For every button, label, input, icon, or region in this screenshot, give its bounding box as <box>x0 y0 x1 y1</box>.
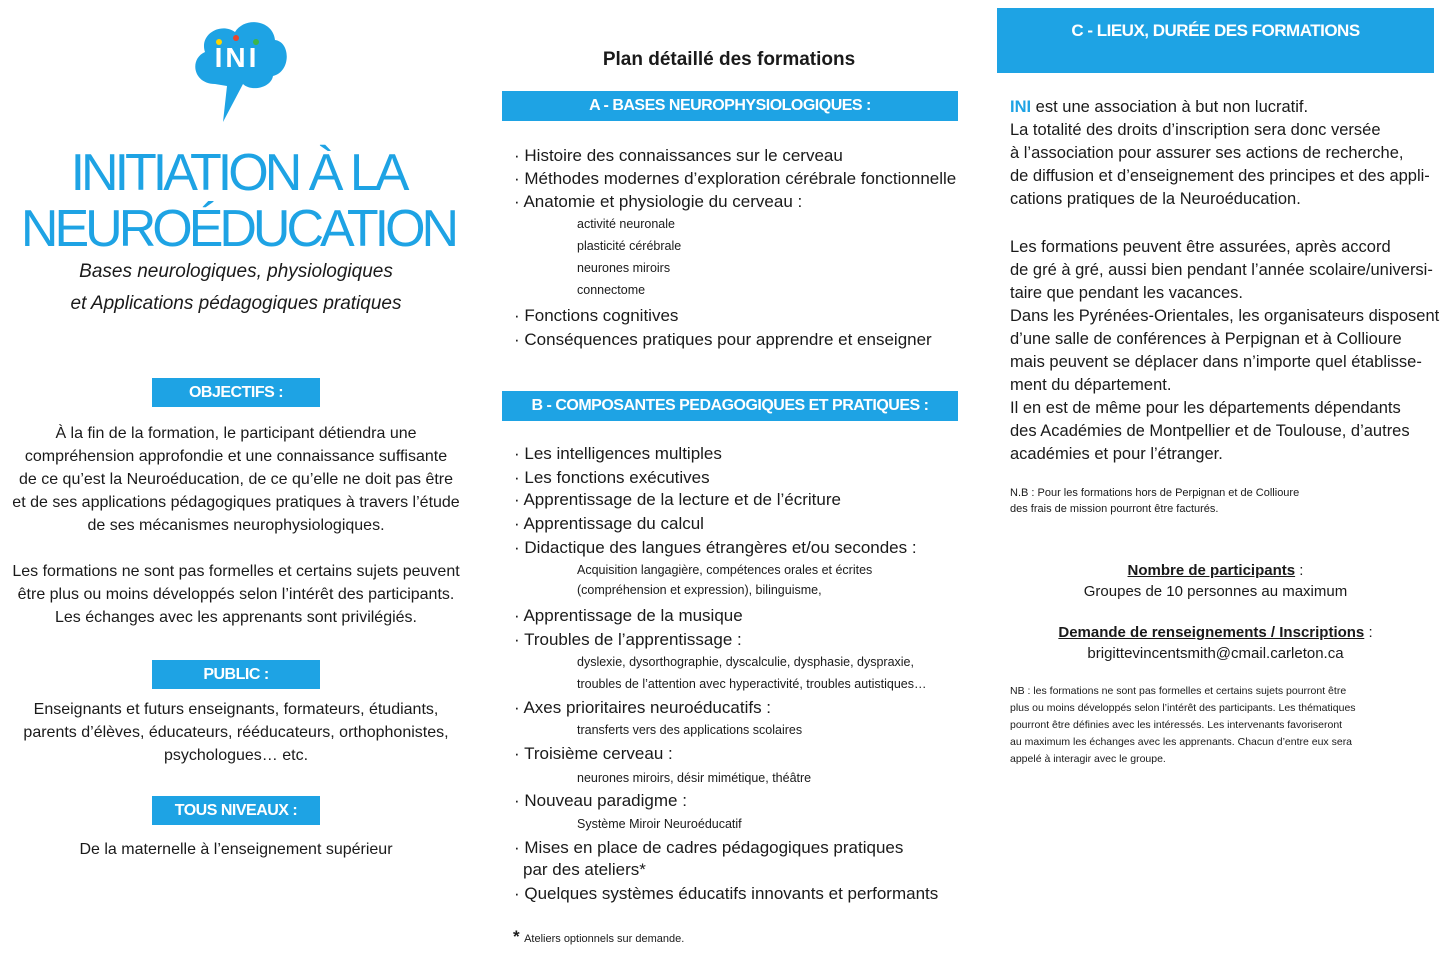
colon: : <box>1295 562 1304 579</box>
text-line <box>1010 96 1440 119</box>
text-line: des frais de mission pourront être facturés. <box>1010 503 1219 515</box>
text-line: et de ses applications pédagogiques pratiques à travers l’étude <box>12 494 460 511</box>
subtitle-line1: Bases neurologiques, physiologiques <box>79 261 393 282</box>
demande-heading <box>997 622 1434 643</box>
objectifs-label: OBJECTIFS : <box>152 378 320 407</box>
list-item: · Fonctions cognitives <box>514 306 679 325</box>
text-line: de diffusion et d’enseignement des principes et des appli- <box>1010 167 1430 185</box>
tous-niveaux-label: TOUS NIVEAUX : <box>152 796 320 825</box>
demande-block <box>997 622 1434 664</box>
text-line: La totalité des droits d’inscription sera donc versée <box>1010 121 1381 139</box>
list-item: · Troisième cerveau : <box>514 744 673 763</box>
list-item: · Conséquences pratiques pour apprendre et enseigner <box>514 330 932 349</box>
text-line: de gré à gré, aussi bien pendant l’année scolaire/universi- <box>1010 261 1433 279</box>
ini-logo <box>185 14 295 129</box>
sub-item: transferts vers des applications scolaires <box>577 723 803 737</box>
list-item: · Les fonctions exécutives <box>514 468 710 487</box>
text-line: académies et pour l’étranger. <box>1010 445 1223 463</box>
ini-word: INI <box>1010 98 1032 116</box>
text-line: taire que pendant les vacances. <box>1010 284 1243 302</box>
participants-block <box>997 560 1434 602</box>
list-item: · Nouveau paradigme : <box>514 791 687 810</box>
main-title-line2: NEUROÉDUCATION <box>20 200 456 258</box>
sub-item: neurones miroirs, désir mimétique, théâtre <box>577 771 812 785</box>
text-line: Il en est de même pour les départements dépendants <box>1010 399 1401 417</box>
section-b-label: B - COMPOSANTES PEDAGOGIQUES ET PRATIQUES : <box>502 391 958 421</box>
text-line: Les formations peuvent être assurées, après accord <box>1010 238 1391 256</box>
list-item: · Quelques systèmes éducatifs innovants et performants <box>514 884 939 903</box>
text-line: pourront être définies avec les intéressés. Les intervenants favoriseront <box>1010 719 1343 731</box>
footnote <box>513 927 684 947</box>
list-item: · Histoire des connaissances sur le cerveau <box>514 146 843 165</box>
sub-item: dyslexie, dysorthographie, dyscalculie, dysphasie, dyspraxie, <box>577 655 914 669</box>
section-a-label: A - BASES NEUROPHYSIOLOGIQUES : <box>502 91 958 121</box>
participants-label: Nombre de participants <box>1127 562 1296 579</box>
main-title-line1: INITIATION À LA <box>70 144 406 202</box>
sub-item: activité neuronale <box>577 217 675 231</box>
text-line: plus ou moins développés selon l’intérêt des participants. Les thématiques <box>1010 702 1356 714</box>
participants-heading <box>997 560 1434 581</box>
text-line: d’une salle de conférences à Perpignan et à Collioure <box>1010 330 1402 348</box>
text-line: être plus ou moins développés selon l’intérêt des participants. <box>17 586 455 603</box>
objectifs-paragraph-1 <box>0 422 472 537</box>
text-line: cations pratiques de la Neuroéducation. <box>1010 190 1301 208</box>
text-line: des Académies de Montpellier et de Toulouse, d’autres <box>1010 422 1410 440</box>
logo-text: INI <box>214 42 260 73</box>
text-line: Enseignants et futurs enseignants, formateurs, étudiants, <box>33 701 439 718</box>
footnote-star: * <box>513 927 520 946</box>
text-line: À la fin de la formation, le participant détiendra une <box>55 425 417 442</box>
text-line: au maximum les échanges avec les apprenants. Chacun d’entre eux sera <box>1010 736 1353 748</box>
text-fragment: est une association à but non lucratif. <box>1031 98 1309 116</box>
text-line: de ses mécanismes neurophysiologiques. <box>87 517 385 534</box>
text-line: psychologues… etc. <box>163 747 309 764</box>
demande-label: Demande de renseignements / Inscriptions <box>1058 624 1365 641</box>
objectifs-paragraph-2 <box>0 560 472 629</box>
subtitle-line2: et Applications pédagogiques pratiques <box>70 293 402 314</box>
list-item: · Axes prioritaires neuroéducatifs : <box>514 698 772 717</box>
plan-heading: Plan détaillé des formations <box>602 49 856 70</box>
text-line: appelé à interagir avec le groupe. <box>1010 753 1166 765</box>
niveaux-text: De la maternelle à l’enseignement supérieur <box>79 841 393 858</box>
text-line: ment du département. <box>1010 376 1172 394</box>
text-line: N.B : Pour les formations hors de Perpignan et de Collioure <box>1010 487 1300 499</box>
text-line: mais peuvent se déplacer dans n’importe quel établisse- <box>1010 353 1422 371</box>
list-item: · Mises en place de cadres pédagogiques pratiques <box>514 838 904 857</box>
text-line: compréhension approfondie et une connaissance suffisante <box>24 448 448 465</box>
colon: : <box>1364 624 1373 641</box>
text-line: de ce qu’est la Neuroéducation, de ce qu’elle ne doit pas être <box>18 471 454 488</box>
list-item: · Méthodes modernes d’exploration cérébrale fonctionnelle <box>514 169 957 188</box>
list-item: · Apprentissage de la lecture et de l’écriture <box>514 490 841 509</box>
sub-item: connectome <box>577 283 646 297</box>
list-item-continuation: par des ateliers* <box>523 860 646 879</box>
list-item: · Apprentissage du calcul <box>514 514 704 533</box>
text-line: Les échanges avec les apprenants sont privilégiés. <box>55 609 417 626</box>
list-item: · Troubles de l’apprentissage : <box>514 630 742 649</box>
footnote-text: Ateliers optionnels sur demande. <box>524 933 685 945</box>
association-paragraph <box>1010 96 1440 211</box>
sub-item: troubles de l’attention avec hyperactivité, troubles autistiques… <box>577 677 927 691</box>
text-line: parents d’élèves, éducateurs, rééducateurs, orthophonistes, <box>23 724 449 741</box>
list-item: · Les intelligences multiples <box>514 444 722 463</box>
list-item: · Apprentissage de la musique <box>514 606 743 625</box>
list-item: · Anatomie et physiologie du cerveau : <box>514 192 803 211</box>
sub-item: Système Miroir Neuroéducatif <box>577 817 742 831</box>
email-link[interactable]: brigittevincentsmith@cmail.carleton.ca <box>1087 645 1344 662</box>
text-line: Dans les Pyrénées-Orientales, les organisateurs disposent <box>1010 307 1440 325</box>
sub-item: (compréhension et expression), bilinguisme, <box>577 583 822 597</box>
sub-item: neurones miroirs <box>577 261 671 275</box>
formations-paragraph <box>1010 236 1440 466</box>
text-line: NB : les formations ne sont pas formelles et certains sujets pourront être <box>1010 685 1347 697</box>
section-c-label: C - LIEUX, DURÉE DES FORMATIONS <box>997 8 1434 73</box>
nb-frais-mission <box>1010 485 1440 517</box>
sub-item: Acquisition langagière, compétences orales et écrites <box>577 563 873 577</box>
list-item: · Didactique des langues étrangères et/ou secondes : <box>514 538 917 557</box>
text-line: Les formations ne sont pas formelles et certains sujets peuvent <box>12 563 460 580</box>
sub-item: plasticité cérébrale <box>577 239 682 253</box>
public-text <box>0 698 472 767</box>
participants-text: Groupes de 10 personnes au maximum <box>1083 583 1348 600</box>
text-line: à l’association pour assurer ses actions de recherche, <box>1010 144 1404 162</box>
nb-formations <box>1010 683 1440 768</box>
public-label: PUBLIC : <box>152 660 320 689</box>
